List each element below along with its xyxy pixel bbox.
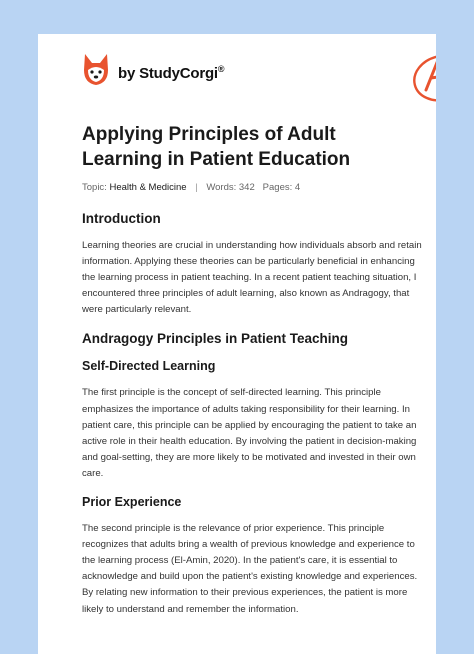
self-directed-heading: Self-Directed Learning (82, 359, 216, 374)
pages-count: 4 (294, 182, 301, 193)
prior-experience-paragraph: The second principle is the relevance of prior experience. This principle recognizes that adults bring a wealth of previous knowledge and experience to the learning process (El-Amin, 2020). In the patient's care, it is essential to acknowledge and build upon the patient's existing knowledge and experiences. By relating new information to their previous experiences, the patient is more likely to understand and remember the information. (82, 523, 418, 615)
topic-link[interactable]: Health & Medicine (109, 182, 187, 193)
andragogy-heading: Andragogy Principles in Patient Teaching (82, 331, 349, 347)
introduction-paragraph: Learning theories are crucial in understanding how individuals absorb and retain information. Applying these theories can be particularly beneficial in enhancing the learning process in patient teaching. In a recent patient teaching situation, I encountered three principles of adult learning, also known as Andragogy, that were particularly relevant. (82, 240, 422, 316)
introduction-heading: Introduction (82, 211, 161, 226)
document-body (82, 210, 430, 630)
header (82, 52, 432, 112)
prior-experience-heading: Prior Experience (82, 495, 182, 510)
pages-label: Pages: (262, 182, 293, 193)
registered-mark: ® (217, 64, 225, 74)
brand-text: by StudyCorgi (118, 65, 218, 82)
document-meta (82, 182, 422, 193)
meta-divider: | (195, 182, 198, 193)
document-title: Applying Principles of Adult Learning in Patient Education (82, 124, 351, 170)
corgi-logo-icon[interactable] (82, 52, 110, 86)
a-plus-grade-icon (408, 44, 436, 104)
words-label: Words: (206, 182, 237, 193)
document-page (38, 34, 436, 654)
words-count: 342 (238, 182, 255, 193)
topic-label: Topic: (82, 182, 107, 193)
brand-name[interactable] (118, 64, 224, 82)
self-directed-paragraph: The first principle is the concept of self-directed learning. This principle emphasizes the importance of adults taking responsibility for their learning. In patient care, this principle can be applied by encouraging the patient to take an active role in their health education. By involving the patient in decision-making and goal-setting, they are more likely to be motivated and invested in their own care. (82, 387, 417, 479)
